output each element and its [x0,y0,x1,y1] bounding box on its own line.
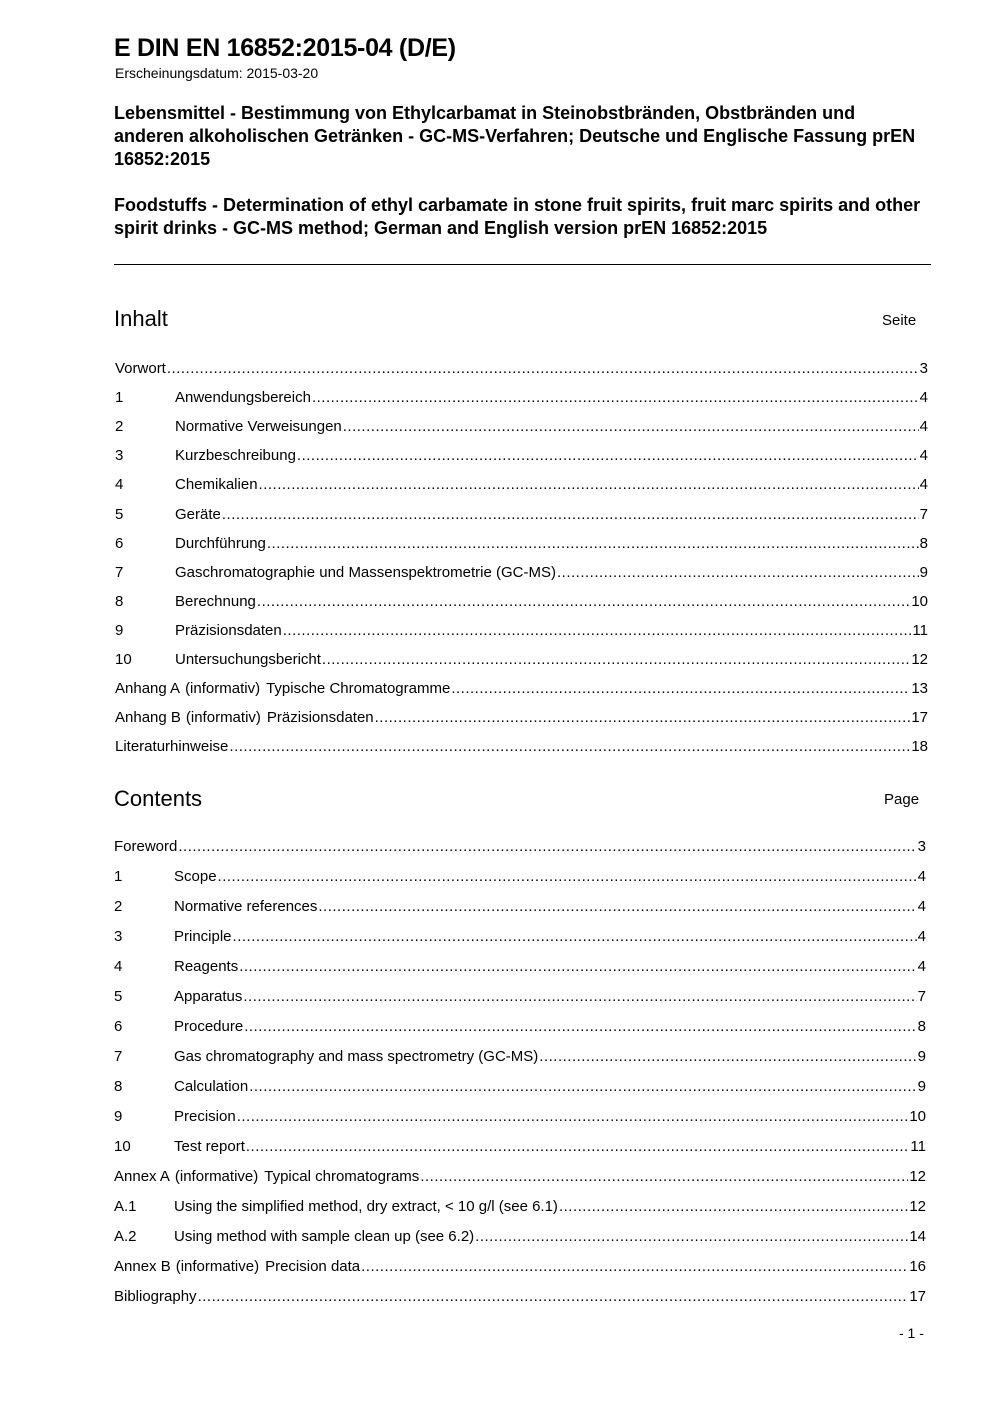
toc-entry-number: 8 [115,592,124,610]
toc-entry-label: Principle [174,928,232,945]
toc-heading-en: Contents [114,786,203,811]
toc-entry[interactable] [114,1077,926,1097]
toc-entry-page: 11 [910,1138,926,1155]
toc-leader-dots [539,1047,916,1067]
toc-entry-label: Using method with sample clean up (see 6.2) [174,1228,475,1245]
toc-leader-dots [343,417,919,437]
toc-leader-dots [257,592,910,612]
toc-entry-label: Normative references [174,898,318,915]
toc-entry[interactable] [115,417,928,437]
toc-informative-tag: (informative) [175,1258,260,1275]
toc-entry-label: Chemikalien [175,476,258,494]
toc-entry-label: Berechnung [175,592,256,610]
toc-leader-dots [297,446,919,466]
toc-entry[interactable] [114,1047,926,1067]
toc-entry[interactable] [115,534,928,554]
toc-informative-tag: (informativ) [185,709,261,727]
toc-entry-page: 9 [917,1078,926,1095]
toc-leader-dots [246,1137,910,1157]
toc-entry[interactable] [115,592,928,612]
toc-entry-label: Precision data [265,1258,361,1275]
toc-entry-page: 7 [917,988,926,1005]
toc-annex-prefix: Annex B [114,1258,171,1275]
toc-entry-number: 9 [115,621,124,639]
toc-entry-number: 9 [114,1108,123,1125]
toc-leader-dots [318,897,916,917]
toc-entry[interactable] [115,563,928,583]
toc-entry-number: 7 [114,1048,123,1065]
toc-leader-dots [198,1287,909,1307]
toc-entry-label: Calculation [174,1078,249,1095]
toc-entry[interactable] [114,1137,926,1157]
toc-informative-tag: (informative) [174,1168,259,1185]
toc-entry-page: 4 [919,389,928,407]
toc-entry-label: Scope [174,868,217,885]
toc-entry[interactable] [114,927,926,947]
toc-entry-page: 8 [919,534,928,552]
toc-entry-number: 3 [115,447,124,465]
toc-entry[interactable] [114,1107,926,1127]
toc-entry-number: 5 [115,505,124,523]
toc-entry[interactable] [114,957,926,977]
toc-entry-page: 17 [911,709,928,727]
toc-entry-number: 4 [115,476,124,494]
toc-entry[interactable] [115,621,928,641]
toc-entry-number: 5 [114,988,123,1005]
toc-entry-page: 4 [917,898,926,915]
toc-leader-dots [233,927,917,947]
toc-leader-dots [475,1227,908,1247]
toc-entry[interactable] [115,475,928,495]
toc-leader-dots [312,388,919,408]
toc-heading-de: Inhalt [114,306,168,331]
toc-entry-label: Apparatus [174,988,243,1005]
toc-entry-number: A.2 [114,1228,137,1245]
toc-entry-number: 2 [114,898,123,915]
toc-entry-page: 13 [911,680,928,698]
toc-leader-dots [243,987,916,1007]
toc-entry-page: 10 [911,592,928,610]
toc-informative-tag: (informativ) [185,680,261,698]
title-english: Foodstuffs - Determination of ethyl carbamate in stone fruit spirits, fruit marc spirits and other spirit drinks - GC-MS method; German and English version prEN 16852:2015 [114,195,921,238]
toc-entry-label: Vorwort [115,360,166,377]
toc-leader-dots [259,475,919,495]
toc-leader-dots [559,1197,908,1217]
toc-leader-dots [451,679,910,699]
toc-entry[interactable] [115,650,928,670]
toc-entry-page: 4 [919,476,928,494]
toc-entry[interactable] [115,446,928,466]
toc-entry-label: Using the simplified method, dry extract, < 10 g/l (see 6.1) [174,1198,558,1215]
toc-entry-page: 16 [909,1258,926,1275]
toc-leader-dots [222,505,919,525]
toc-entry-page: 7 [919,505,928,523]
toc-entry-label: Präzisionsdaten [175,621,282,639]
toc-leader-dots [218,867,917,887]
toc-entry-page: 10 [909,1108,926,1125]
toc-entry-label: Typical chromatograms [264,1168,420,1185]
toc-entry-page: 11 [912,621,928,639]
toc-entry-number: 10 [114,1138,131,1155]
toc-leader-dots [420,1167,908,1187]
toc-entry[interactable] [114,1017,926,1037]
toc-entry[interactable] [114,867,926,887]
toc-entry-page: 12 [911,651,928,668]
toc-entry-number: 7 [115,563,124,581]
toc-entry-label: Anwendungsbereich [175,389,311,407]
toc-entry[interactable] [114,1197,926,1217]
toc-entry[interactable] [114,987,926,1007]
toc-entry[interactable] [114,1287,926,1307]
toc-entry-label: Durchführung [175,534,266,552]
toc-entry-label: Geräte [175,505,221,523]
toc-entry-page: 3 [917,838,926,855]
toc-entry[interactable] [114,1227,926,1247]
toc-entry[interactable] [114,1257,926,1277]
toc-entry-number: 6 [114,1018,123,1035]
toc-leader-dots [361,1257,908,1277]
toc-annex-prefix: Annex A [114,1168,170,1185]
toc-entry-number: 3 [114,928,123,945]
toc-entry[interactable] [114,837,926,857]
toc-entry-page: 8 [917,1018,926,1035]
toc-entry-label: Präzisionsdaten [266,709,374,727]
toc-entry-page: 4 [919,418,928,436]
toc-entry-label: Normative Verweisungen [175,418,342,436]
toc-entry-page: 14 [909,1228,926,1245]
toc-page-label-de: Seite [882,312,917,329]
toc-page-label-en: Page [884,791,920,808]
toc-leader-dots [267,534,919,554]
toc-annex-prefix: Anhang A [115,680,181,698]
toc-entry-number: 4 [114,958,123,975]
toc-entry[interactable] [115,708,928,728]
toc-entry-label: Typische Chromatogramme [266,680,451,698]
toc-entry-label: Reagents [174,958,239,975]
toc-entry-label: Gas chromatography and mass spectrometry (GC-MS) [174,1048,539,1065]
toc-entry-label: Bibliography [114,1288,197,1305]
toc-entry-page: 4 [917,928,926,945]
toc-entry-page: 4 [917,958,926,975]
toc-entry[interactable] [114,1167,926,1187]
toc-leader-dots [237,1107,909,1127]
title-divider [114,264,931,265]
toc-leader-dots [322,650,910,670]
toc-entry[interactable] [115,737,928,757]
toc-leader-dots [283,621,912,641]
toc-entry-page: 12 [909,1198,926,1215]
toc-leader-dots [239,957,916,977]
toc-entry[interactable] [115,505,928,525]
toc-entry-number: A.1 [114,1198,137,1215]
toc-entry-page: 9 [919,563,928,581]
toc-leader-dots [249,1077,916,1097]
toc-entry-page: 17 [909,1288,926,1305]
toc-entry-page: 3 [919,360,928,377]
toc-leader-dots [178,837,916,857]
toc-entry-page: 4 [917,868,926,885]
toc-entry-page: 18 [911,738,928,756]
title-german: Lebensmittel - Bestimmung von Ethylcarbamat in Steinobstbränden, Obstbränden und anderen alkoholischen Getränken - GC-MS-Verfahren; Deutsche und Englische Fassung prEN 16852:2015 [114,103,916,169]
toc-entry-page: 12 [909,1168,926,1185]
toc-leader-dots [244,1017,916,1037]
toc-entry[interactable] [115,388,928,408]
toc-entry-label: Procedure [174,1018,244,1035]
toc-entry-page: 9 [917,1048,926,1065]
toc-entry-label: Kurzbeschreibung [175,447,296,465]
toc-entry-label: Untersuchungsbericht [175,651,321,668]
toc-entry-number: 8 [114,1078,123,1095]
toc-entry-label: Literaturhinweise [115,738,229,756]
toc-leader-dots [229,737,910,757]
toc-entry-label: Foreword [114,838,178,855]
toc-annex-prefix: Anhang B [115,709,181,727]
publication-date: Erscheinungsdatum: 2015-03-20 [115,65,319,81]
toc-entry-label: Gaschromatographie und Massenspektrometrie (GC-MS) [175,563,556,581]
toc-leader-dots [557,563,919,583]
toc-leader-dots [167,359,919,379]
toc-entry-number: 1 [115,389,124,407]
toc-entry-page: 4 [919,447,928,465]
toc-entry[interactable] [114,897,926,917]
toc-entry[interactable] [115,679,928,699]
document-id: E DIN EN 16852:2015-04 (D/E) [114,34,456,62]
toc-entry-number: 6 [115,534,124,552]
toc-entry-number: 1 [114,868,123,885]
page-number: - 1 - [899,1325,924,1341]
toc-entry-number: 10 [115,651,132,668]
toc-entry-number: 2 [115,418,124,436]
toc-leader-dots [375,708,911,728]
toc-entry-label: Test report [174,1138,245,1155]
toc-entry-label: Precision [174,1108,236,1125]
toc-entry[interactable] [115,359,928,379]
